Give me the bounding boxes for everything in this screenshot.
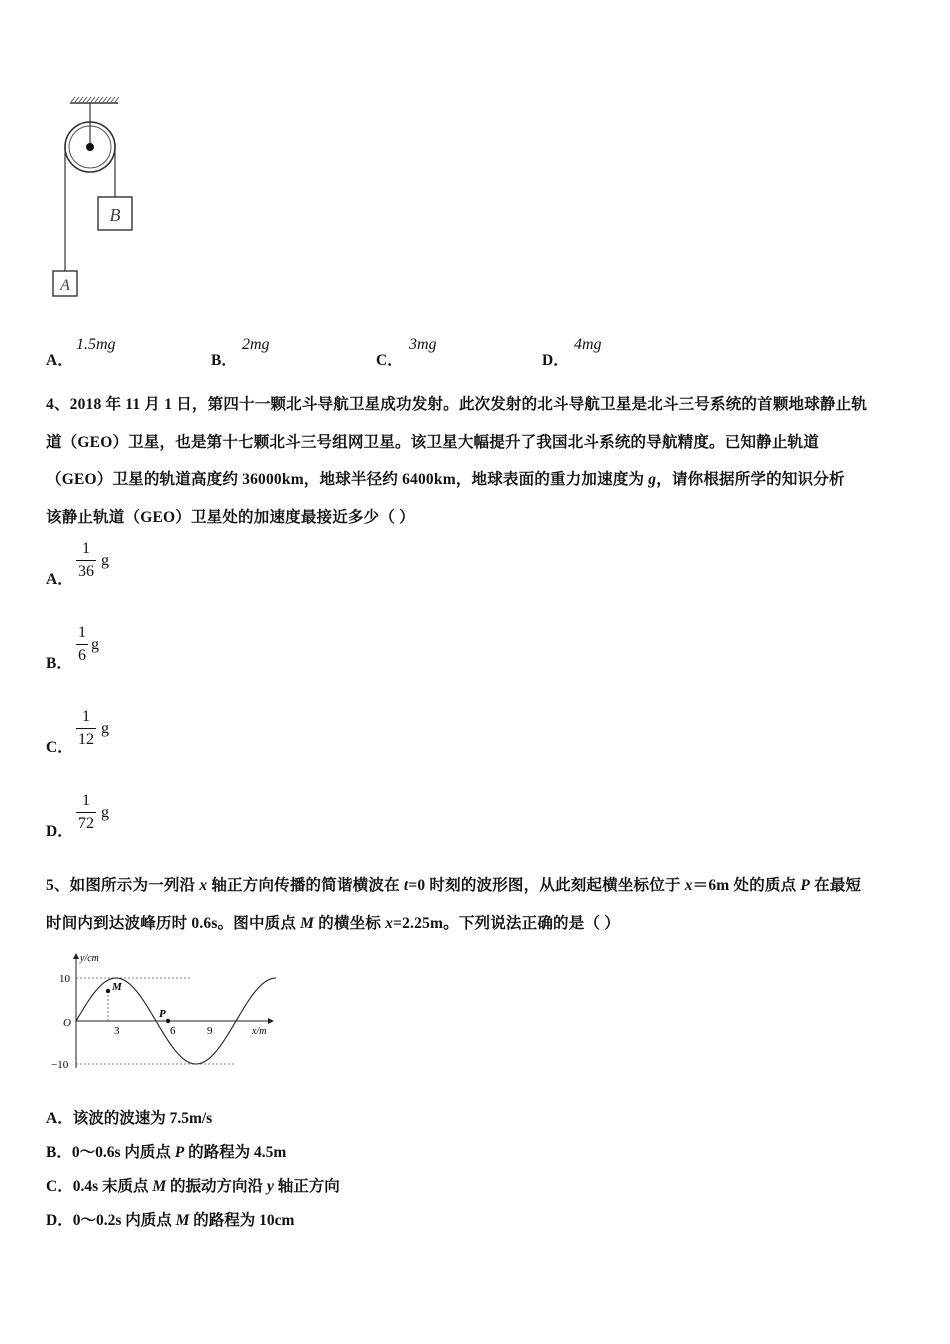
fraction — [76, 624, 88, 665]
point-m-dot — [106, 989, 110, 993]
q4-line-3-part: （GEO）卫星的轨道高度约 36000km，地球半径约 6400km，地球表面的重力加速度为 — [46, 471, 649, 488]
q5-stem — [46, 867, 916, 942]
origin-label: O — [63, 1017, 71, 1029]
unit-g: g — [91, 636, 99, 653]
option-letter: A． — [46, 571, 73, 588]
var-m: M — [152, 1178, 167, 1195]
y-tick-bottom: −10 — [51, 1059, 69, 1071]
q5-line-2 — [46, 905, 916, 943]
x-tick-3: 3 — [114, 1025, 120, 1037]
option-letter: A． — [46, 1110, 73, 1127]
var-m: M — [175, 1212, 190, 1229]
block-a-label: A — [60, 277, 70, 294]
option-letter: D． — [46, 823, 73, 840]
x-tick-6: 6 — [170, 1025, 176, 1037]
q4-g-symbol: g — [648, 471, 657, 488]
y-axis-label: y/cm — [80, 953, 99, 964]
var-x: x — [199, 877, 208, 894]
q4-option-d[interactable] — [46, 792, 166, 842]
q4-stem — [46, 386, 916, 536]
q4-line-2: 道（GEO）卫星，也是第十七颗北斗三号组网卫星。该卫星大幅提升了我国北斗系统的导航精度。已知静止轨道 — [46, 433, 819, 451]
option-text: 该波的波速为 7.5m/s — [72, 1110, 213, 1127]
q3-option-a[interactable] — [46, 336, 196, 369]
var-x: x — [684, 877, 693, 894]
y-tick-top: 10 — [59, 973, 70, 985]
fraction-numerator: 1 — [82, 792, 90, 809]
q5-option-c[interactable] — [46, 1174, 340, 1196]
q4-line-3-part: ，请你根据所学的知识分析 — [656, 471, 845, 488]
text-part: 的横坐标 — [314, 914, 386, 932]
q4-option-c[interactable] — [46, 708, 166, 758]
q3-option-d[interactable] — [542, 336, 692, 369]
q5-option-b[interactable] — [46, 1140, 286, 1162]
var-p: P — [174, 1144, 185, 1161]
option-value: 2mg — [242, 336, 270, 353]
fraction-denominator: 36 — [78, 563, 94, 580]
fraction-denominator: 6 — [78, 647, 86, 664]
option-text: 的振动方向沿 — [166, 1178, 267, 1195]
q4-option-a[interactable] — [46, 540, 166, 590]
fraction-denominator: 12 — [78, 731, 94, 748]
block-b-label: B — [109, 205, 121, 225]
text-part: 轴正方向传播的简谐横波在 — [207, 877, 404, 894]
option-text: 0～0.6s 内质点 — [71, 1144, 175, 1161]
option-value: 1.5mg — [76, 336, 116, 353]
text-part: 5、如图所示为一列沿 — [46, 877, 200, 894]
text-part: 时间内到达波峰历时 0.6s。图中质点 — [46, 914, 301, 932]
option-text: 轴正方向 — [273, 1178, 340, 1195]
fraction — [76, 792, 96, 833]
option-letter: C． — [376, 352, 403, 369]
q5-option-d[interactable] — [46, 1208, 294, 1230]
text-part: ＝6m 处的质点 — [692, 877, 801, 894]
var-p: P — [800, 877, 811, 894]
var-m: M — [300, 914, 315, 932]
q4-line-4: 该静止轨道（GEO）卫星处的加速度最接近多少（ ） — [46, 508, 415, 526]
q5-option-a[interactable] — [46, 1106, 212, 1128]
q4-option-b[interactable] — [46, 624, 166, 674]
point-p-label: P — [159, 1008, 166, 1020]
option-letter: C． — [46, 739, 73, 756]
text-part: =2.25m。下列说法正确的是（ ） — [393, 914, 620, 932]
option-letter: C． — [46, 1178, 73, 1195]
text-part: =0 时刻的波形图，从此刻起横坐标位于 — [408, 877, 685, 894]
q4-line-1: 4、2018 年 11 月 1 日，第四十一颗北斗导航卫星成功发射。此次发射的北斗导航卫星是北斗三号系统的首颗地球静止轨 — [46, 396, 868, 413]
option-value: 3mg — [409, 336, 437, 353]
option-letter: D． — [46, 1212, 73, 1229]
point-m-label: M — [112, 981, 122, 993]
option-text: 的路程为 4.5m — [184, 1144, 287, 1161]
fraction-numerator: 1 — [82, 540, 90, 557]
fraction-numerator: 1 — [78, 624, 86, 641]
x-axis-label: x/m — [252, 1026, 267, 1037]
option-letter: D． — [542, 352, 569, 369]
option-value: 4mg — [574, 336, 602, 353]
unit-g: g — [101, 804, 109, 821]
unit-g: g — [101, 720, 109, 737]
fraction-denominator: 72 — [78, 815, 94, 832]
option-text: 0.4s 末质点 — [72, 1178, 153, 1195]
option-letter: B． — [211, 352, 237, 369]
option-letter: B． — [46, 1144, 72, 1161]
fraction — [76, 540, 96, 581]
option-letter: A． — [46, 352, 73, 369]
q3-option-b[interactable] — [211, 336, 361, 369]
x-tick-9: 9 — [207, 1025, 213, 1037]
option-text: 0～0.2s 内质点 — [72, 1212, 176, 1229]
var-y: y — [266, 1178, 274, 1195]
q5-line-1 — [46, 867, 916, 905]
option-text: 的路程为 10cm — [189, 1212, 295, 1229]
unit-g: g — [101, 552, 109, 569]
text-part: 在最短 — [810, 877, 862, 894]
var-t: t — [403, 877, 409, 894]
option-letter: B． — [46, 655, 72, 672]
fraction — [76, 708, 96, 749]
var-x: x — [385, 914, 394, 932]
pulley-figure — [40, 95, 150, 305]
wave-figure — [45, 948, 280, 1076]
q3-option-c[interactable] — [376, 336, 526, 369]
point-p-dot — [166, 1019, 170, 1023]
fraction-numerator: 1 — [82, 708, 90, 725]
q4-line-3 — [46, 461, 916, 499]
